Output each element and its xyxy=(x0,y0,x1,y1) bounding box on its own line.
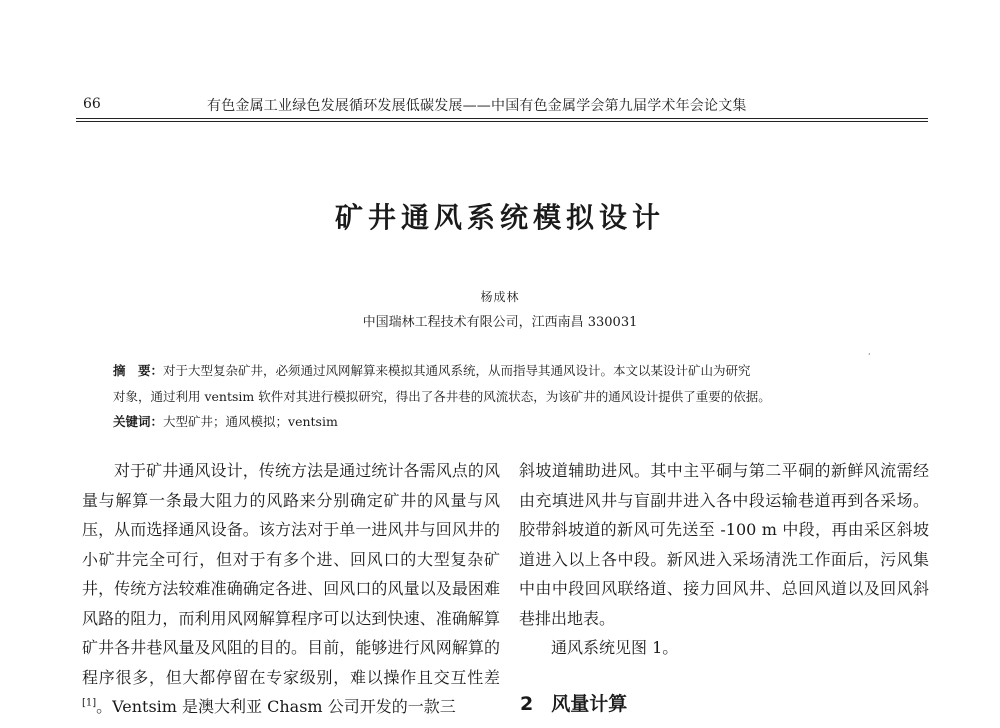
abstract-line-2: 对象，通过利用 ventsim 软件对其进行模拟研究，得出了各井巷的风流状态，为该矿井的通风设计提供了重要的依据。 xyxy=(113,389,771,404)
header-rule xyxy=(76,118,928,119)
paper-title: 矿井通风系统模拟设计 xyxy=(334,201,665,234)
abstract-label: 摘 要： xyxy=(113,363,164,378)
keywords-label: 关键词： xyxy=(113,414,164,429)
section-title: 风量计算 xyxy=(551,693,628,715)
affiliation: 中国瑞林工程技术有限公司，江西南昌 330031 xyxy=(362,315,638,330)
keywords-text: 大型矿井；通风模拟；ventsim xyxy=(163,414,338,429)
body-paragraph-left xyxy=(82,456,500,722)
body-column-left xyxy=(82,456,500,722)
author-name: 杨成林 xyxy=(480,290,520,304)
section-heading xyxy=(520,689,645,716)
left-para-tail: 。Ventsim 是澳大利亚 Chasm 公司开发的一款三 xyxy=(96,697,456,716)
section-number: 2 xyxy=(520,693,534,715)
stray-dot: · xyxy=(868,350,871,359)
figure-reference-paragraph: 通风系统见图 1。 xyxy=(551,638,679,657)
body-paragraph-right: 斜坡道辅助进风。其中主平硐与第二平硐的新鲜风流需经由充填进风井与盲副井进入各中段运输巷道再到各采场。胶带斜坡道的新风可先送至 -100 m 中段，再由采区斜坡道进入以上各中段。新风进入采场清洗工作面后，污风集中由中段回风联络道、接力回风井、总回风道以及回风斜巷排出地表。 xyxy=(519,461,929,628)
citation-ref[interactable]: [1] xyxy=(82,697,97,709)
running-title: 有色金属工业绿色发展循环发展低碳发展——中国有色金属学会第九届学术年会论文集 xyxy=(207,98,747,114)
page-number: 66 xyxy=(83,96,101,112)
left-para-text: 对于矿井通风设计，传统方法是通过统计各需风点的风量与解算一条最大阻力的风路来分别确定矿井的风量与风压，从而选择通风设备。该方法对于单一进风井与回风井的小矿井完全可行，但对于有多个进、回风口的大型复杂矿井，传统方法较难准确确定各进、回风口的风量以及最困难风路的阻力，而利用风网解算程序可以达到快速、准确解算矿井各井巷风量及风阻的目的。目前，能够进行风网解算的程序很多，但大都停留在专家级别，难以操作且交互性差 xyxy=(82,461,500,687)
header-rule-thin xyxy=(76,121,928,122)
body-column-right xyxy=(519,456,929,663)
abstract-line-1 xyxy=(113,361,751,379)
abstract-text-1: 对于大型复杂矿井，必须通过风网解算来模拟其通风系统，从而指导其通风设计。本文以某设计矿山为研究 xyxy=(163,363,751,378)
keywords-line xyxy=(113,412,338,430)
